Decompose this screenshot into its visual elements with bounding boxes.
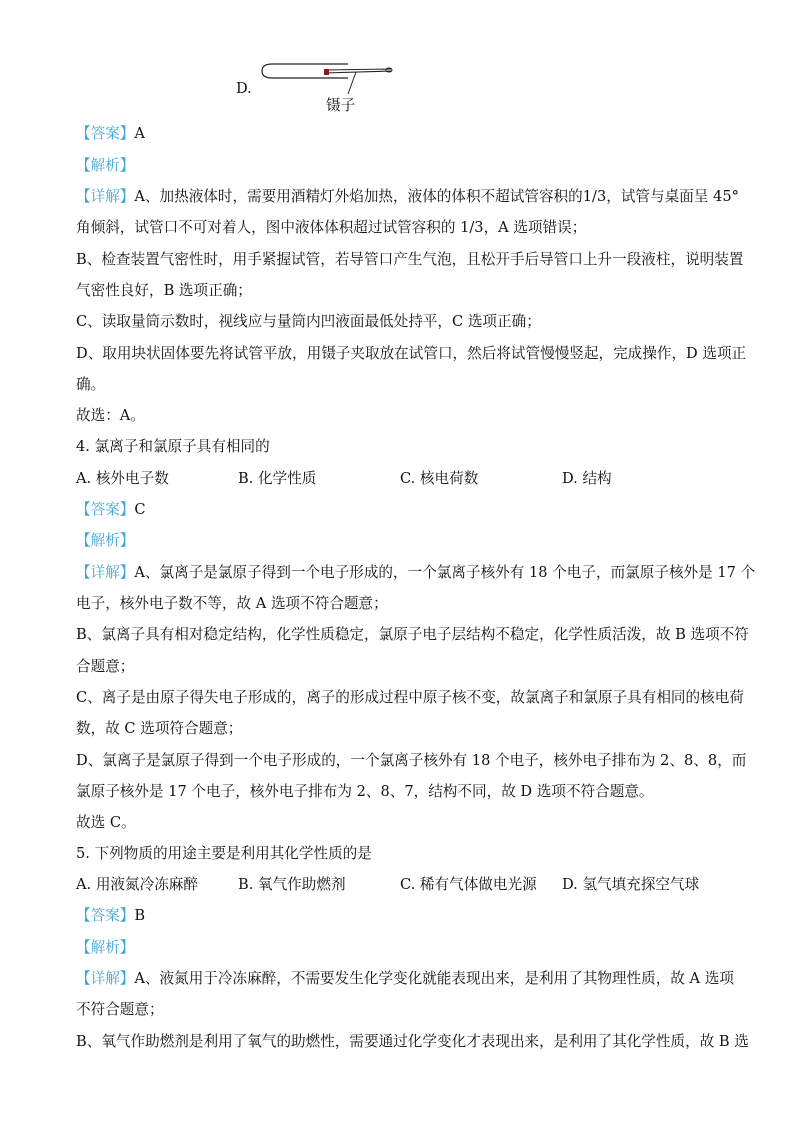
q3-detail-line: 确。 [76,376,106,393]
q4-detail-line: 【详解】A、氯离子是氯原子得到一个电子形成的，一个氯离子核外有 18 个电子，而氯原子核外是 17 个 [76,564,756,581]
tweezers-arm-upper [324,69,391,70]
q4-option-b: B. 化学性质 [238,470,317,487]
q5-answer: 【答案】B [76,907,146,924]
q4-detail-line: C、离子是由原子得失电子形成的，离子的形成过程中原子核不变，故氯离子和氯原子具有相同的核电荷 [76,689,744,706]
q4-analysis-heading: 【解析】 [76,532,135,549]
q5-option-d: D. 氢气填充探空气球 [562,876,700,893]
q4-conclusion: 故选 C。 [76,814,136,831]
q4-detail-line: 数，故 C 选项符合题意； [76,720,243,737]
q3-analysis-heading: 【解析】 [76,157,135,174]
q4-option-d: D. 结构 [562,470,612,487]
q5-stem: 5. 下列物质的用途主要是利用其化学性质的是 [76,845,372,862]
option-d-label: D. [236,80,252,97]
solid-block [324,69,329,75]
q3-detail-line: B、检查装置气密性时，用手紧握试管，若导管口产生气泡，且松开手后导管口上升一段液柱，说明装置 [76,251,744,268]
q3-detail-line: 气密性良好，B 选项正确； [76,282,252,299]
q4-detail-line: 合题意； [76,658,135,675]
q5-option-b: B. 氧气作助燃剂 [238,876,346,893]
tweezers-arm-lower [324,71,391,73]
test-tube-tweezers-drawing [236,60,406,112]
tweezers-figure [236,60,406,112]
q3-conclusion: 故选：A。 [76,407,145,424]
q5-option-c: C. 稀有气体做电光源 [400,876,537,893]
q3-answer: 【答案】A [76,125,145,142]
q4-detail-line: D、氯离子是氯原子得到一个电子形成的，一个氯离子核外有 18 个电子，核外电子排布为 2、8、8，而 [76,752,747,769]
q5-detail-line: 【详解】A、液氮用于冷冻麻醉，不需要发生化学变化就能表现出来，是利用了其物理性质，故 A 选项 [76,970,734,987]
q3-detail-line: 角倾斜，试管口不可对着人，图中液体体积超过试管容积的 1/3，A 选项错误； [76,219,587,236]
label-leader-line [348,72,356,94]
q4-answer: 【答案】C [76,501,146,518]
q5-option-a: A. 用液氮冷冻麻醉 [76,876,198,893]
q4-option-c: C. 核电荷数 [400,470,479,487]
q3-detail-line: C、读取量筒示数时，视线应与量筒内凹液面最低处持平，C 选项正确； [76,313,541,330]
q3-detail-line: 【详解】A、加热液体时，需要用酒精灯外焰加热，液体的体积不超试管容积的1/3，试管与桌面呈 45° [76,188,739,205]
q4-option-a: A. 核外电子数 [76,470,169,487]
q4-detail-line: 电子，核外电子数不等，故 A 选项不符合题意； [76,595,388,612]
q5-analysis-heading: 【解析】 [76,939,135,956]
test-tube-outline [262,64,348,78]
q4-stem: 4. 氯离子和氯原子具有相同的 [76,438,270,455]
q5-detail-line: 不符合题意； [76,1001,164,1018]
q5-detail-line: B、氧气作助燃剂是利用了氧气的助燃性，需要通过化学变化才表现出来，是利用了其化学性质，故 B 选 [76,1033,749,1050]
q4-detail-line: 氯原子核外是 17 个电子，核外电子排布为 2、8、7，结构不同，故 D 选项不符合题意。 [76,783,654,800]
q4-detail-line: B、氯离子具有相对稳定结构，化学性质稳定，氯原子电子层结构不稳定，化学性质活泼，故 B 选项不符 [76,626,749,643]
tweezers-label: 镊子 [326,97,356,114]
q3-detail-line: D、取用块状固体要先将试管平放，用镊子夹取放在试管口，然后将试管慢慢竖起，完成操作，D 选项正 [76,345,747,362]
